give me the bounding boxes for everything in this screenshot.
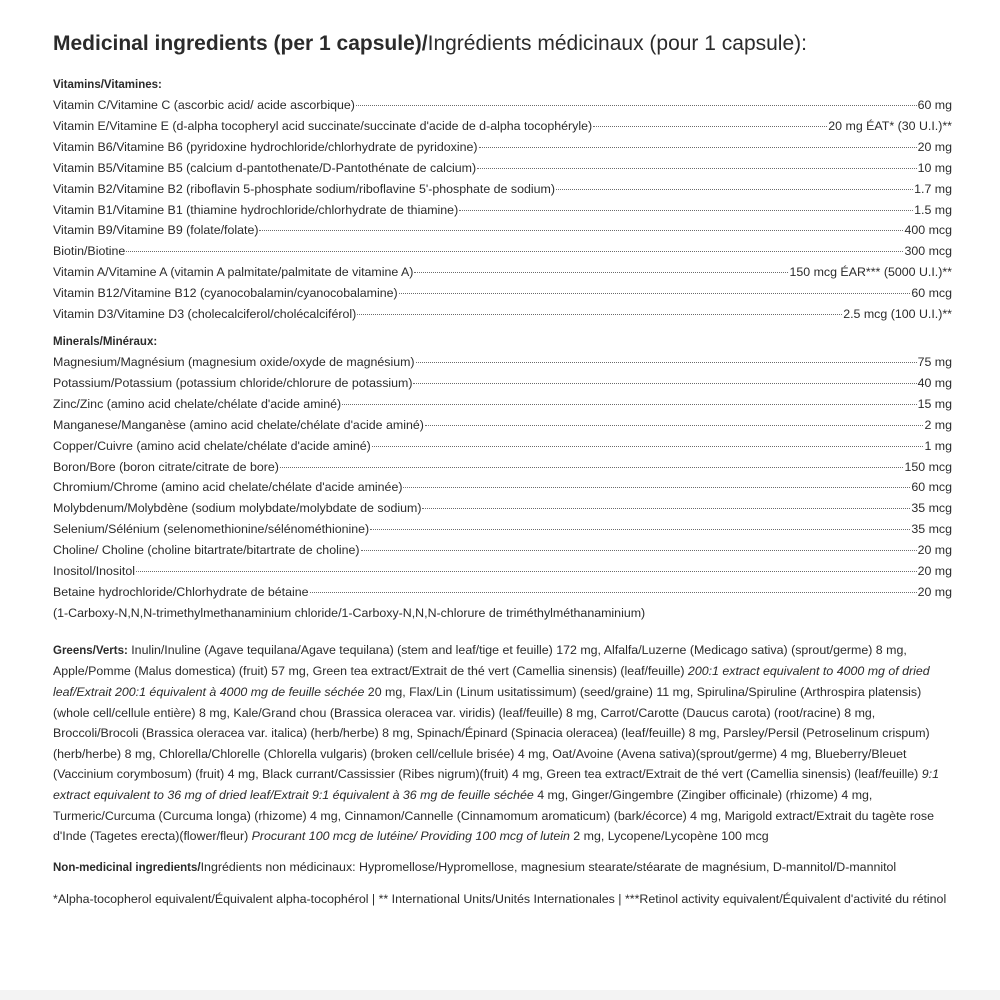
dot-leader bbox=[357, 314, 842, 315]
page-title bbox=[53, 30, 952, 58]
vitamins-list bbox=[53, 95, 952, 325]
ingredient-amount: 15 mg bbox=[917, 396, 952, 411]
ingredient-name: Biotin/Biotine bbox=[53, 244, 126, 259]
ingredient-amount: 20 mg bbox=[917, 564, 952, 579]
dot-leader bbox=[403, 487, 910, 488]
minerals-list bbox=[53, 352, 952, 603]
ingredient-name: Copper/Cuivre (amino acid chelate/chélate d'acide aminé) bbox=[53, 438, 371, 453]
ingredient-name: Magnesium/Magnésium (magnesium oxide/oxyde de magnésium) bbox=[53, 354, 415, 369]
mineral-continuation: (1-Carboxy-N,N,N-trimethylmethanaminium chloride/1-Carboxy-N,N,N-chlorure de triméthylméthanaminium) bbox=[53, 605, 646, 620]
dot-leader bbox=[477, 168, 916, 169]
ingredient-name: Vitamin A/Vitamine A (vitamin A palmitate/palmitate de vitamine A) bbox=[53, 265, 414, 280]
dot-leader bbox=[310, 592, 917, 593]
vitamin-row bbox=[53, 137, 952, 158]
ingredient-amount: 2 mg bbox=[924, 417, 952, 432]
ingredient-amount: 35 mcg bbox=[911, 522, 952, 537]
vitamin-row bbox=[53, 95, 952, 116]
greens-italic-3: Procurant 100 mcg de lutéine/ Providing 100 mcg of lutein bbox=[251, 829, 570, 844]
bottom-strip bbox=[0, 990, 1000, 1000]
ingredient-name: Betaine hydrochloride/Chlorhydrate de bétaine bbox=[53, 584, 309, 599]
ingredient-amount: 60 mg bbox=[917, 98, 952, 112]
dot-leader bbox=[372, 446, 924, 447]
minerals-heading: Minerals/Minéraux: bbox=[53, 335, 158, 348]
ingredient-name: Vitamin B5/Vitamine B5 (calcium d-pantothenate/D-Pantothénate de calcium) bbox=[53, 160, 477, 175]
ingredient-amount: 75 mg bbox=[917, 354, 952, 369]
ingredient-amount: 60 mcg bbox=[911, 286, 952, 301]
ingredient-name: Inositol/Inositol bbox=[53, 564, 135, 579]
dot-leader bbox=[370, 529, 910, 530]
ingredient-name: Vitamin D3/Vitamine D3 (cholecalciferol/cholécalciférol) bbox=[53, 307, 357, 322]
ingredient-amount: 10 mg bbox=[917, 160, 952, 175]
mineral-row bbox=[53, 540, 952, 561]
greens-paragraph bbox=[53, 640, 952, 847]
ingredient-name: Potassium/Potassium (potassium chloride/chlorure de potassium) bbox=[53, 375, 413, 390]
dot-leader bbox=[414, 272, 788, 273]
ingredient-amount: 2.5 mcg (100 U.I.)** bbox=[843, 307, 952, 322]
dot-leader bbox=[425, 425, 924, 426]
vitamin-row bbox=[53, 116, 952, 137]
ingredient-amount: 20 mg bbox=[917, 543, 952, 558]
dot-leader bbox=[399, 293, 911, 294]
dot-leader bbox=[361, 550, 917, 551]
dot-leader bbox=[479, 147, 917, 148]
ingredient-amount: 20 mg bbox=[917, 584, 952, 599]
footnote: *Alpha-tocopherol equivalent/Équivalent alpha-tocophérol | ** International Units/Unités Internationales | ***Retinol activity equivalent/Équivalent d'activité du rétinol bbox=[53, 892, 947, 907]
dot-leader bbox=[126, 251, 903, 252]
greens-italic-2: 9:1 extract equivalent to 36 mg of dried leaf/Extrait 9:1 équivalent à 36 mg de feuille séchée bbox=[53, 767, 939, 802]
ingredient-amount: 1.7 mg bbox=[914, 181, 952, 196]
ingredient-name: Vitamin B2/Vitamine B2 (riboflavin 5-phosphate sodium/riboflavine 5'-phosphate de sodium) bbox=[53, 181, 555, 196]
ingredient-amount: 20 mg bbox=[917, 139, 952, 154]
ingredient-name: Chromium/Chrome (amino acid chelate/chélate d'acide aminée) bbox=[53, 480, 403, 495]
ingredient-name: Vitamin B1/Vitamine B1 (thiamine hydrochloride/chlorhydrate de thiamine) bbox=[53, 202, 459, 217]
dot-leader bbox=[459, 210, 913, 211]
vitamin-row bbox=[53, 220, 952, 241]
ingredient-amount: 300 mcg bbox=[904, 244, 952, 259]
ingredient-name: Zinc/Zinc (amino acid chelate/chélate d'acide aminé) bbox=[53, 396, 342, 411]
ingredient-name: Selenium/Sélénium (selenomethionine/sélénométhionine) bbox=[53, 522, 370, 537]
ingredient-name: Vitamin B12/Vitamine B12 (cyanocobalamin/cyanocobalamine) bbox=[53, 286, 398, 301]
title-bold: Medicinal ingredients (per 1 capsule)/ bbox=[53, 32, 428, 55]
vitamin-row bbox=[53, 304, 952, 325]
mineral-row bbox=[53, 394, 952, 415]
ingredient-amount: 1.5 mg bbox=[914, 202, 952, 217]
non-medicinal-label: Non-medicinal ingredients/ bbox=[53, 861, 201, 874]
ingredient-name: Boron/Bore (boron citrate/citrate de bore) bbox=[53, 459, 279, 474]
dot-leader bbox=[416, 362, 917, 363]
ingredient-name: Molybdenum/Molybdène (sodium molybdate/molybdate de sodium) bbox=[53, 501, 422, 516]
vitamin-row bbox=[53, 283, 952, 304]
mineral-row bbox=[53, 457, 952, 478]
greens-text-1: Inulin/Inuline (Agave tequilana/Agave tequilana) (stem and leaf/tige et feuille) 172 mg, Alfalfa/Luzerne (Medicago sativa) (sprout/germe) 8 mg, Apple/Pomme (Malus domestica) (fruit) 57 mg, Green tea extract/Extrait de thé vert (Camellia sinensis) (leaf/feuille) bbox=[53, 642, 907, 679]
mineral-row bbox=[53, 561, 952, 582]
ingredient-amount: 150 mcg ÉAR*** (5000 U.I.)** bbox=[789, 265, 952, 280]
ingredient-amount: 150 mcg bbox=[904, 459, 952, 474]
greens-italic-1: 200:1 extract equivalent to 4000 mg of dried leaf/Extrait 200:1 équivalent à 4000 mg de feuille séchée bbox=[53, 664, 930, 699]
vitamin-row bbox=[53, 262, 952, 283]
ingredient-name: Vitamin B6/Vitamine B6 (pyridoxine hydrochloride/chlorhydrate de pyridoxine) bbox=[53, 139, 478, 154]
ingredient-amount: 20 mg ÉAT* (30 U.I.)** bbox=[828, 118, 952, 133]
non-medicinal-paragraph bbox=[53, 857, 952, 879]
dot-leader bbox=[593, 126, 827, 127]
dot-leader bbox=[136, 571, 917, 572]
greens-text-4: 2 mg, Lycopene/Lycopène 100 mcg bbox=[569, 829, 769, 844]
dot-leader bbox=[556, 189, 913, 190]
ingredient-amount: 400 mcg bbox=[904, 223, 952, 238]
ingredient-name: Choline/ Choline (choline bitartrate/bitartrate de choline) bbox=[53, 543, 360, 558]
ingredient-name: Manganese/Manganèse (amino acid chelate/chélate d'acide aminé) bbox=[53, 417, 424, 432]
title-rest: Ingrédients médicinaux (pour 1 capsule): bbox=[427, 32, 807, 55]
mineral-row bbox=[53, 373, 952, 394]
vitamin-row bbox=[53, 241, 952, 262]
dot-leader bbox=[280, 467, 904, 468]
mineral-row bbox=[53, 519, 952, 540]
greens-text-2: 20 mg, Flax/Lin (Linum usitatissimum) (seed/graine) 11 mg, Spirulina/Spiruline (Arthrospira platensis)(whole cell/cellule entière) 8 mg, Kale/Grand chou (Brassica oleracea var. viridis) (leaf/feuille) 8 mg, Carrot/Carotte (Daucus carota) (root/racine) 8 mg, Broccoli/Brocoli (Brassica oleracea var. italica) (herb/herbe) 8 mg, Spinach/Épinard (Spinacia oleracea) (leaf/feuille) 8 mg, Parsley/Persil (Petroselinum crispum) (herb/herbe) 8 mg, Chlorella/Chlorelle (Chlorella vulgaris) (broken cell/cellule brisée) 4 mg, Oat/Avoine (Avena sativa)(sprout/germe) 4 mg, Blueberry/Bleuet (Vaccinium corymbosum) (fruit) 4 mg, Black currant/Cassissier (Ribes nigrum)(fruit) 4 mg, Green tea extract/Extrait de thé vert (Camellia sinensis) (leaf/feuille) bbox=[53, 684, 930, 782]
ingredient-name: Vitamin B9/Vitamine B9 (folate/folate) bbox=[53, 223, 259, 238]
greens-label: Greens/Verts: bbox=[53, 644, 128, 657]
mineral-row bbox=[53, 415, 952, 436]
mineral-row bbox=[53, 436, 952, 457]
vitamin-row bbox=[53, 158, 952, 179]
dot-leader bbox=[413, 383, 916, 384]
mineral-row bbox=[53, 498, 952, 519]
dot-leader bbox=[356, 105, 917, 106]
vitamin-row bbox=[53, 200, 952, 221]
dot-leader bbox=[342, 404, 916, 405]
ingredient-amount: 35 mcg bbox=[911, 501, 952, 516]
dot-leader bbox=[259, 230, 903, 231]
vitamins-heading: Vitamins/Vitamines: bbox=[53, 79, 162, 91]
ingredient-amount: 1 mg bbox=[924, 438, 952, 453]
ingredient-amount: 40 mg bbox=[917, 375, 952, 390]
non-medicinal-text: Ingrédients non médicinaux: Hypromellose/Hypromellose, magnesium stearate/stéarate de magnésium, D-mannitol/D-mannitol bbox=[200, 859, 897, 874]
ingredient-amount: 60 mcg bbox=[911, 480, 952, 495]
ingredient-name: Vitamin C/Vitamine C (ascorbic acid/ acide ascorbique) bbox=[53, 98, 355, 112]
dot-leader bbox=[422, 508, 910, 509]
mineral-row bbox=[53, 352, 952, 373]
mineral-row bbox=[53, 477, 952, 498]
greens-text-3: 4 mg, Ginger/Gingembre (Zingiber officinale) (rhizome) 4 mg, Turmeric/Curcuma (Curcuma longa) (rhizome) 4 mg, Cinnamon/Cannelle (Cinnamomum aromaticum) (bark/écorce) 4 mg, Marigold extract/Extrait du tagète rose d'Inde (Tagetes erecta)(flower/fleur) bbox=[53, 787, 934, 844]
mineral-row bbox=[53, 582, 952, 603]
ingredient-name: Vitamin E/Vitamine E (d-alpha tocopheryl acid succinate/succinate d'acide de d-alpha tocophéryle) bbox=[53, 118, 593, 133]
vitamin-row bbox=[53, 179, 952, 200]
